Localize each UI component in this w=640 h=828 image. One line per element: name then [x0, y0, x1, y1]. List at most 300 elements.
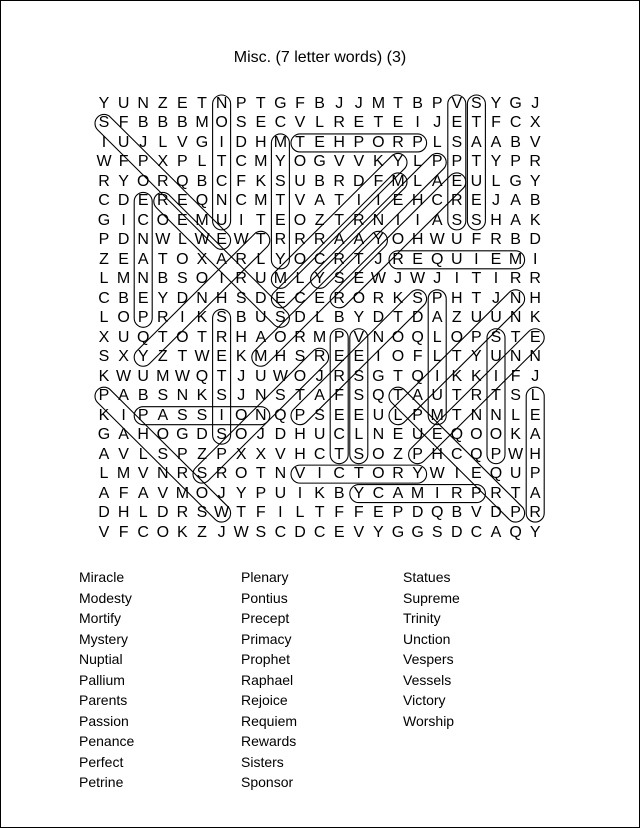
grid-cell[interactable]: W: [214, 504, 230, 522]
grid-cell[interactable]: J: [217, 484, 226, 502]
grid-cell[interactable]: R: [215, 328, 228, 346]
grid-cell[interactable]: N: [372, 211, 385, 229]
grid-cell[interactable]: G: [195, 133, 209, 151]
grid-cell[interactable]: A: [392, 484, 404, 502]
grid-cell[interactable]: E: [177, 211, 188, 229]
grid-cell[interactable]: D: [372, 309, 385, 327]
grid-cell[interactable]: Y: [529, 172, 541, 190]
grid-cell[interactable]: H: [294, 445, 306, 463]
grid-cell[interactable]: E: [275, 289, 286, 307]
grid-cell[interactable]: P: [412, 133, 423, 151]
grid-cell[interactable]: Y: [529, 523, 541, 541]
grid-cell[interactable]: K: [373, 153, 384, 171]
grid-cell[interactable]: I: [454, 270, 460, 288]
grid-cell[interactable]: C: [470, 523, 483, 541]
grid-cell[interactable]: V: [118, 445, 129, 463]
grid-cell[interactable]: D: [411, 504, 424, 522]
grid-cell[interactable]: D: [196, 426, 208, 444]
grid-cell[interactable]: E: [412, 250, 423, 268]
grid-cell[interactable]: D: [157, 504, 169, 522]
grid-cell[interactable]: F: [353, 504, 364, 522]
grid-cell[interactable]: T: [334, 192, 345, 210]
grid-cell[interactable]: N: [274, 465, 287, 483]
grid-cell[interactable]: B: [333, 484, 345, 502]
grid-cell[interactable]: Q: [450, 426, 464, 444]
grid-cell[interactable]: A: [431, 309, 443, 327]
grid-cell[interactable]: H: [411, 231, 424, 249]
grid-cell[interactable]: N: [470, 406, 483, 424]
grid-cell[interactable]: V: [275, 445, 286, 463]
grid-cell[interactable]: P: [137, 309, 149, 327]
grid-cell[interactable]: H: [529, 445, 541, 463]
grid-cell[interactable]: P: [216, 445, 227, 463]
grid-cell[interactable]: T: [255, 465, 266, 483]
grid-cell[interactable]: H: [137, 426, 149, 444]
grid-cell[interactable]: B: [314, 95, 325, 112]
grid-cell[interactable]: A: [314, 192, 325, 210]
grid-cell[interactable]: E: [333, 406, 345, 424]
grid-cell[interactable]: J: [315, 367, 324, 385]
grid-cell[interactable]: I: [434, 367, 440, 385]
grid-cell[interactable]: Y: [235, 484, 247, 502]
grid-cell[interactable]: E: [392, 192, 404, 210]
grid-cell[interactable]: R: [372, 289, 385, 307]
grid-cell[interactable]: E: [255, 114, 267, 132]
grid-cell[interactable]: S: [294, 348, 306, 366]
grid-cell[interactable]: X: [196, 250, 208, 268]
grid-cell[interactable]: H: [411, 192, 424, 210]
grid-cell[interactable]: M: [430, 406, 444, 424]
grid-cell[interactable]: G: [97, 426, 111, 444]
grid-cell[interactable]: T: [197, 328, 207, 346]
grid-cell[interactable]: V: [98, 523, 110, 541]
grid-cell[interactable]: W: [272, 367, 288, 385]
grid-cell[interactable]: K: [529, 211, 541, 229]
grid-cell[interactable]: E: [451, 114, 463, 132]
grid-cell[interactable]: C: [274, 114, 287, 132]
grid-cell[interactable]: V: [471, 504, 482, 522]
grid-cell[interactable]: M: [273, 133, 288, 151]
grid-cell[interactable]: E: [314, 289, 325, 307]
grid-cell[interactable]: L: [413, 153, 423, 171]
grid-cell[interactable]: C: [294, 289, 306, 307]
grid-cell[interactable]: T: [314, 504, 325, 522]
grid-cell[interactable]: C: [431, 192, 443, 210]
grid-cell[interactable]: E: [392, 114, 404, 132]
grid-cell[interactable]: Z: [314, 211, 325, 229]
grid-cell[interactable]: Z: [451, 309, 462, 327]
grid-cell[interactable]: T: [471, 153, 482, 171]
grid-cell[interactable]: O: [293, 153, 307, 171]
grid-cell[interactable]: O: [450, 328, 464, 346]
grid-cell[interactable]: P: [137, 406, 149, 424]
grid-cell[interactable]: E: [177, 192, 188, 210]
grid-cell[interactable]: N: [176, 387, 189, 405]
grid-cell[interactable]: T: [334, 211, 345, 229]
grid-cell[interactable]: M: [391, 172, 405, 190]
grid-cell[interactable]: F: [412, 348, 423, 366]
grid-cell[interactable]: I: [395, 211, 401, 229]
grid-cell[interactable]: U: [470, 309, 483, 327]
grid-cell[interactable]: L: [530, 387, 540, 405]
grid-cell[interactable]: P: [294, 406, 306, 424]
grid-cell[interactable]: I: [434, 484, 440, 502]
grid-cell[interactable]: T: [255, 95, 266, 112]
grid-cell[interactable]: T: [451, 387, 462, 405]
grid-cell[interactable]: O: [234, 406, 248, 424]
grid-cell[interactable]: A: [255, 328, 267, 346]
grid-cell[interactable]: R: [294, 231, 306, 249]
grid-cell[interactable]: D: [235, 133, 247, 151]
grid-cell[interactable]: N: [509, 289, 522, 307]
grid-cell[interactable]: R: [509, 270, 522, 288]
grid-cell[interactable]: R: [274, 231, 287, 249]
grid-cell[interactable]: B: [177, 114, 188, 132]
grid-cell[interactable]: Y: [412, 465, 423, 483]
grid-cell[interactable]: A: [431, 172, 443, 190]
grid-cell[interactable]: W: [233, 523, 249, 541]
grid-cell[interactable]: M: [156, 367, 170, 385]
grid-cell[interactable]: I: [454, 465, 460, 483]
grid-cell[interactable]: M: [254, 192, 268, 210]
grid-cell[interactable]: S: [196, 465, 208, 483]
grid-cell[interactable]: X: [529, 114, 541, 132]
grid-cell[interactable]: T: [510, 484, 521, 502]
grid-cell[interactable]: P: [431, 289, 443, 307]
grid-cell[interactable]: I: [121, 211, 126, 229]
grid-cell[interactable]: Y: [157, 289, 169, 307]
grid-cell[interactable]: G: [97, 211, 111, 229]
grid-cell[interactable]: J: [492, 289, 500, 307]
grid-cell[interactable]: H: [255, 133, 267, 151]
grid-cell[interactable]: E: [314, 133, 325, 151]
grid-cell[interactable]: L: [99, 270, 109, 288]
grid-cell[interactable]: U: [294, 172, 306, 190]
grid-cell[interactable]: L: [432, 328, 442, 346]
grid-cell[interactable]: Z: [157, 348, 168, 366]
grid-cell[interactable]: T: [295, 387, 305, 405]
grid-cell[interactable]: F: [334, 504, 345, 522]
grid-cell[interactable]: O: [156, 426, 170, 444]
grid-cell[interactable]: Y: [471, 348, 482, 366]
grid-cell[interactable]: S: [451, 211, 463, 229]
grid-cell[interactable]: R: [392, 250, 404, 268]
grid-cell[interactable]: E: [216, 348, 227, 366]
grid-cell[interactable]: I: [415, 114, 420, 132]
grid-cell[interactable]: T: [255, 211, 266, 229]
grid-cell[interactable]: D: [117, 192, 130, 210]
grid-cell[interactable]: B: [510, 231, 521, 249]
grid-cell[interactable]: U: [117, 95, 130, 112]
grid-cell[interactable]: Q: [489, 465, 503, 483]
grid-cell[interactable]: T: [393, 387, 403, 405]
grid-cell[interactable]: T: [510, 328, 521, 346]
grid-cell[interactable]: O: [195, 484, 209, 502]
grid-cell[interactable]: J: [237, 367, 246, 385]
grid-cell[interactable]: Y: [275, 153, 286, 171]
grid-cell[interactable]: V: [137, 465, 149, 483]
grid-cell[interactable]: D: [451, 523, 463, 541]
grid-cell[interactable]: Q: [372, 387, 385, 405]
grid-cell[interactable]: A: [353, 231, 365, 249]
grid-cell[interactable]: L: [256, 250, 266, 268]
grid-cell[interactable]: L: [99, 309, 109, 327]
grid-cell[interactable]: T: [157, 328, 168, 346]
grid-cell[interactable]: P: [177, 153, 188, 171]
grid-cell[interactable]: V: [353, 328, 365, 346]
grid-cell[interactable]: R: [529, 153, 541, 171]
grid-cell[interactable]: O: [352, 289, 366, 307]
grid-cell[interactable]: T: [334, 445, 345, 463]
grid-cell[interactable]: Z: [393, 445, 403, 463]
grid-cell[interactable]: I: [297, 484, 303, 502]
grid-cell[interactable]: K: [451, 367, 463, 385]
grid-cell[interactable]: N: [137, 270, 149, 288]
grid-cell[interactable]: S: [275, 309, 286, 327]
grid-cell[interactable]: A: [157, 406, 169, 424]
grid-cell[interactable]: D: [255, 289, 267, 307]
grid-cell[interactable]: P: [529, 465, 541, 483]
grid-cell[interactable]: J: [433, 114, 442, 132]
grid-cell[interactable]: O: [156, 523, 170, 541]
grid-cell[interactable]: D: [490, 504, 502, 522]
grid-cell[interactable]: W: [429, 465, 445, 483]
grid-cell[interactable]: X: [118, 348, 129, 366]
grid-cell[interactable]: V: [529, 133, 541, 151]
grid-cell[interactable]: R: [353, 211, 365, 229]
grid-cell[interactable]: I: [219, 406, 224, 424]
grid-cell[interactable]: E: [333, 523, 345, 541]
grid-cell[interactable]: Q: [274, 406, 287, 424]
grid-cell[interactable]: A: [510, 192, 521, 210]
grid-cell[interactable]: Q: [195, 367, 209, 385]
grid-cell[interactable]: B: [137, 114, 149, 132]
grid-cell[interactable]: V: [353, 523, 365, 541]
grid-cell[interactable]: P: [333, 328, 345, 346]
grid-cell[interactable]: J: [492, 192, 500, 210]
grid-cell[interactable]: F: [118, 114, 129, 132]
grid-cell[interactable]: I: [493, 367, 499, 385]
grid-cell[interactable]: Q: [411, 328, 424, 346]
grid-cell[interactable]: Y: [353, 484, 365, 502]
grid-cell[interactable]: E: [529, 328, 541, 346]
grid-cell[interactable]: J: [374, 250, 383, 268]
grid-cell[interactable]: G: [391, 523, 405, 541]
grid-cell[interactable]: T: [353, 465, 364, 483]
grid-cell[interactable]: F: [118, 153, 129, 171]
grid-cell[interactable]: P: [137, 153, 149, 171]
grid-cell[interactable]: N: [255, 387, 267, 405]
grid-cell[interactable]: W: [155, 231, 171, 249]
grid-cell[interactable]: F: [471, 231, 482, 249]
grid-cell[interactable]: S: [353, 367, 365, 385]
grid-cell[interactable]: S: [216, 387, 227, 405]
grid-cell[interactable]: L: [315, 114, 325, 132]
grid-cell[interactable]: C: [313, 523, 326, 541]
grid-cell[interactable]: T: [451, 406, 462, 424]
grid-cell[interactable]: M: [195, 211, 209, 229]
grid-cell[interactable]: M: [508, 250, 523, 268]
grid-cell[interactable]: E: [275, 211, 286, 229]
grid-cell[interactable]: N: [509, 348, 522, 366]
grid-cell[interactable]: I: [121, 406, 126, 424]
grid-cell[interactable]: Q: [470, 445, 483, 463]
grid-cell[interactable]: T: [471, 114, 482, 132]
grid-cell[interactable]: A: [333, 231, 345, 249]
grid-cell[interactable]: U: [451, 250, 463, 268]
grid-cell[interactable]: O: [293, 250, 307, 268]
grid-cell[interactable]: T: [157, 250, 168, 268]
grid-cell[interactable]: K: [196, 387, 208, 405]
grid-cell[interactable]: Y: [118, 172, 129, 190]
grid-cell[interactable]: R: [98, 172, 110, 190]
grid-cell[interactable]: I: [493, 270, 499, 288]
grid-cell[interactable]: T: [177, 348, 188, 366]
grid-cell[interactable]: R: [529, 270, 541, 288]
grid-cell[interactable]: R: [313, 348, 326, 366]
grid-cell[interactable]: F: [118, 523, 129, 541]
grid-cell[interactable]: H: [451, 289, 463, 307]
grid-cell[interactable]: S: [157, 445, 169, 463]
grid-cell[interactable]: T: [491, 387, 501, 405]
grid-cell[interactable]: I: [474, 250, 479, 268]
grid-cell[interactable]: S: [451, 133, 463, 151]
grid-cell[interactable]: M: [312, 328, 327, 346]
grid-cell[interactable]: G: [372, 367, 385, 385]
grid-cell[interactable]: V: [353, 153, 365, 171]
grid-cell[interactable]: S: [490, 328, 502, 346]
grid-cell[interactable]: M: [254, 153, 268, 171]
grid-cell[interactable]: O: [117, 309, 130, 327]
grid-cell[interactable]: Z: [197, 523, 207, 541]
grid-cell[interactable]: F: [236, 172, 247, 190]
grid-cell[interactable]: S: [98, 348, 110, 366]
grid-cell[interactable]: W: [233, 231, 249, 249]
grid-cell[interactable]: J: [433, 270, 442, 288]
grid-cell[interactable]: T: [471, 270, 482, 288]
grid-cell[interactable]: C: [98, 289, 110, 307]
grid-cell[interactable]: R: [333, 250, 345, 268]
grid-cell[interactable]: S: [157, 387, 169, 405]
grid-cell[interactable]: V: [294, 114, 306, 132]
grid-cell[interactable]: L: [432, 348, 442, 366]
grid-cell[interactable]: H: [294, 426, 306, 444]
grid-cell[interactable]: I: [532, 250, 538, 268]
grid-cell[interactable]: L: [413, 172, 423, 190]
grid-cell[interactable]: U: [470, 172, 483, 190]
grid-cell[interactable]: U: [490, 348, 502, 366]
grid-cell[interactable]: P: [98, 231, 110, 249]
grid-cell[interactable]: V: [333, 153, 345, 171]
grid-cell[interactable]: L: [138, 445, 148, 463]
grid-cell[interactable]: D: [98, 504, 110, 522]
grid-cell[interactable]: U: [490, 309, 502, 327]
grid-cell[interactable]: R: [157, 172, 169, 190]
grid-cell[interactable]: L: [432, 133, 442, 151]
grid-cell[interactable]: O: [234, 465, 248, 483]
grid-cell[interactable]: Y: [137, 348, 149, 366]
grid-cell[interactable]: O: [470, 426, 483, 444]
grid-cell[interactable]: Q: [509, 523, 522, 541]
grid-cell[interactable]: S: [471, 211, 482, 229]
grid-cell[interactable]: W: [194, 348, 210, 366]
grid-cell[interactable]: H: [490, 211, 502, 229]
grid-cell[interactable]: A: [314, 387, 325, 405]
grid-cell[interactable]: T: [275, 192, 286, 210]
grid-cell[interactable]: G: [411, 523, 424, 541]
grid-cell[interactable]: R: [333, 367, 345, 385]
grid-cell[interactable]: H: [431, 445, 443, 463]
grid-cell[interactable]: T: [393, 367, 403, 385]
grid-cell[interactable]: J: [237, 387, 246, 405]
grid-cell[interactable]: H: [215, 289, 228, 307]
grid-cell[interactable]: E: [177, 95, 188, 112]
grid-cell[interactable]: U: [509, 465, 522, 483]
grid-cell[interactable]: S: [333, 270, 345, 288]
grid-cell[interactable]: I: [376, 192, 381, 210]
grid-cell[interactable]: J: [354, 95, 363, 112]
grid-cell[interactable]: R: [451, 484, 463, 502]
grid-cell[interactable]: F: [255, 504, 266, 522]
grid-cell[interactable]: C: [137, 211, 149, 229]
grid-cell[interactable]: N: [137, 231, 149, 249]
grid-cell[interactable]: O: [176, 328, 189, 346]
grid-cell[interactable]: C: [215, 172, 228, 190]
grid-cell[interactable]: K: [177, 523, 188, 541]
grid-cell[interactable]: L: [158, 133, 168, 151]
grid-cell[interactable]: P: [353, 133, 365, 151]
grid-cell[interactable]: A: [529, 426, 541, 444]
grid-cell[interactable]: P: [471, 484, 482, 502]
grid-cell[interactable]: Q: [176, 172, 189, 190]
grid-cell[interactable]: Y: [490, 153, 502, 171]
grid-cell[interactable]: M: [254, 348, 268, 366]
grid-cell[interactable]: A: [431, 211, 443, 229]
grid-cell[interactable]: A: [471, 133, 482, 151]
grid-cell[interactable]: R: [235, 270, 247, 288]
grid-cell[interactable]: M: [175, 484, 190, 502]
grid-cell[interactable]: Y: [314, 270, 325, 288]
grid-cell[interactable]: Q: [411, 367, 424, 385]
grid-cell[interactable]: E: [373, 504, 384, 522]
grid-cell[interactable]: B: [118, 289, 129, 307]
grid-cell[interactable]: B: [412, 95, 423, 112]
grid-cell[interactable]: R: [333, 172, 345, 190]
grid-cell[interactable]: S: [275, 387, 286, 405]
grid-cell[interactable]: Q: [195, 192, 209, 210]
grid-cell[interactable]: N: [490, 406, 502, 424]
grid-cell[interactable]: A: [118, 387, 129, 405]
grid-cell[interactable]: P: [471, 328, 482, 346]
grid-cell[interactable]: H: [274, 348, 287, 366]
grid-cell[interactable]: I: [180, 309, 185, 327]
grid-cell[interactable]: K: [235, 348, 247, 366]
grid-cell[interactable]: S: [431, 523, 443, 541]
grid-cell[interactable]: S: [196, 504, 208, 522]
grid-cell[interactable]: F: [373, 172, 384, 190]
grid-cell[interactable]: K: [314, 484, 325, 502]
grid-cell[interactable]: K: [510, 426, 521, 444]
grid-cell[interactable]: N: [529, 348, 541, 366]
grid-cell[interactable]: K: [529, 309, 541, 327]
grid-cell[interactable]: H: [117, 504, 130, 522]
grid-cell[interactable]: E: [118, 250, 129, 268]
grid-cell[interactable]: Q: [430, 504, 444, 522]
grid-cell[interactable]: M: [116, 465, 131, 483]
grid-cell[interactable]: S: [471, 95, 482, 112]
grid-cell[interactable]: C: [137, 523, 149, 541]
grid-cell[interactable]: N: [137, 95, 149, 112]
